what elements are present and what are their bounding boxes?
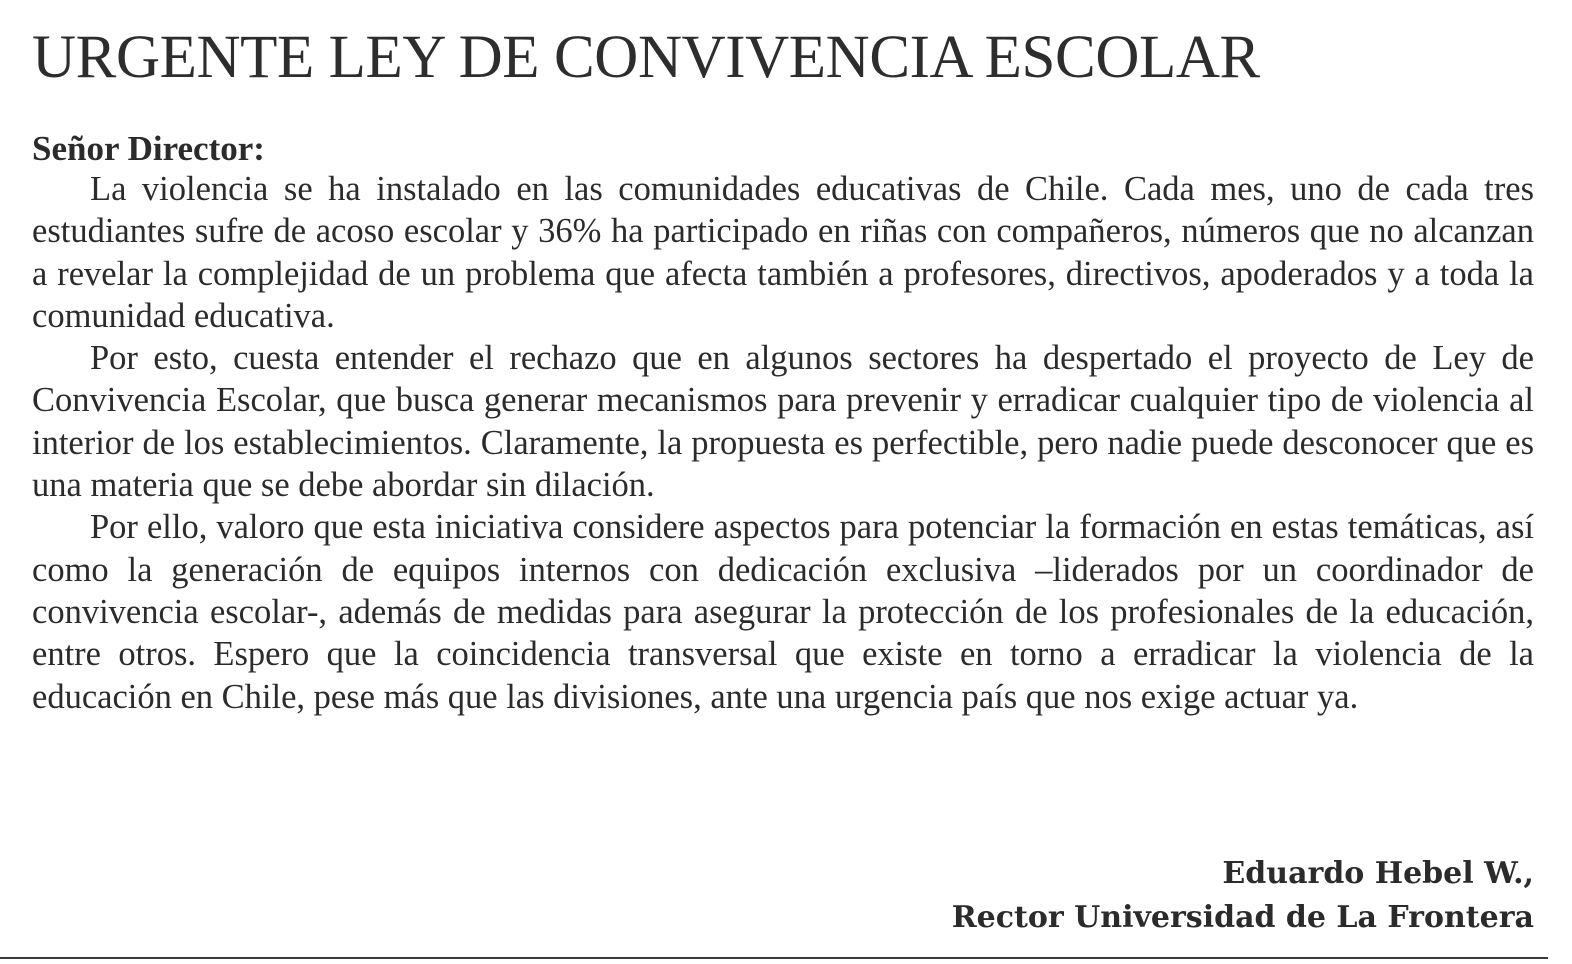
author-role: Rector Universidad de La Frontera	[951, 900, 1534, 935]
letter-body	[32, 168, 1534, 718]
paragraph-3: Por ello, valoro que esta iniciativa considere aspectos para potenciar la formación en estas temáticas, así como la generación de equipos internos con dedicación exclusiva –liderados por un coordinador de convivencia escolar-, además de medidas para asegurar la protección de los profesionales de la educación, entre otros. Espero que la coincidencia transversal que existe en torno a erradicar la violencia de la educación en Chile, pese más que las divisiones, ante una urgencia país que nos exige actuar ya.	[32, 508, 1534, 716]
signature-block	[952, 852, 1534, 940]
bottom-divider	[0, 957, 1548, 959]
salutation: Señor Director:	[32, 129, 265, 168]
paragraph-2: Por esto, cuesta entender el rechazo que en algunos sectores ha despertado el proyecto de Ley de Convivencia Escolar, que busca generar mecanismos para prevenir y erradicar cualquier tipo de violencia al interior de los establecimientos. Claramente, la propuesta es perfectible, pero nadie puede desconocer que es una materia que se debe abordar sin dilación.	[32, 339, 1534, 505]
author-name: Eduardo Hebel W.,	[1222, 856, 1534, 891]
article-title: URGENTE LEY DE CONVIVENCIA ESCOLAR	[32, 24, 1260, 91]
paragraph-1: La violencia se ha instalado en las comunidades educativas de Chile. Cada mes, uno de cada tres estudiantes sufre de acoso escolar y 36% ha participado en riñas con compañeros, números que no alcanzan a revelar la complejidad de un problema que afecta también a profesores, directivos, apoderados y a toda la comunidad educativa.	[32, 170, 1534, 335]
